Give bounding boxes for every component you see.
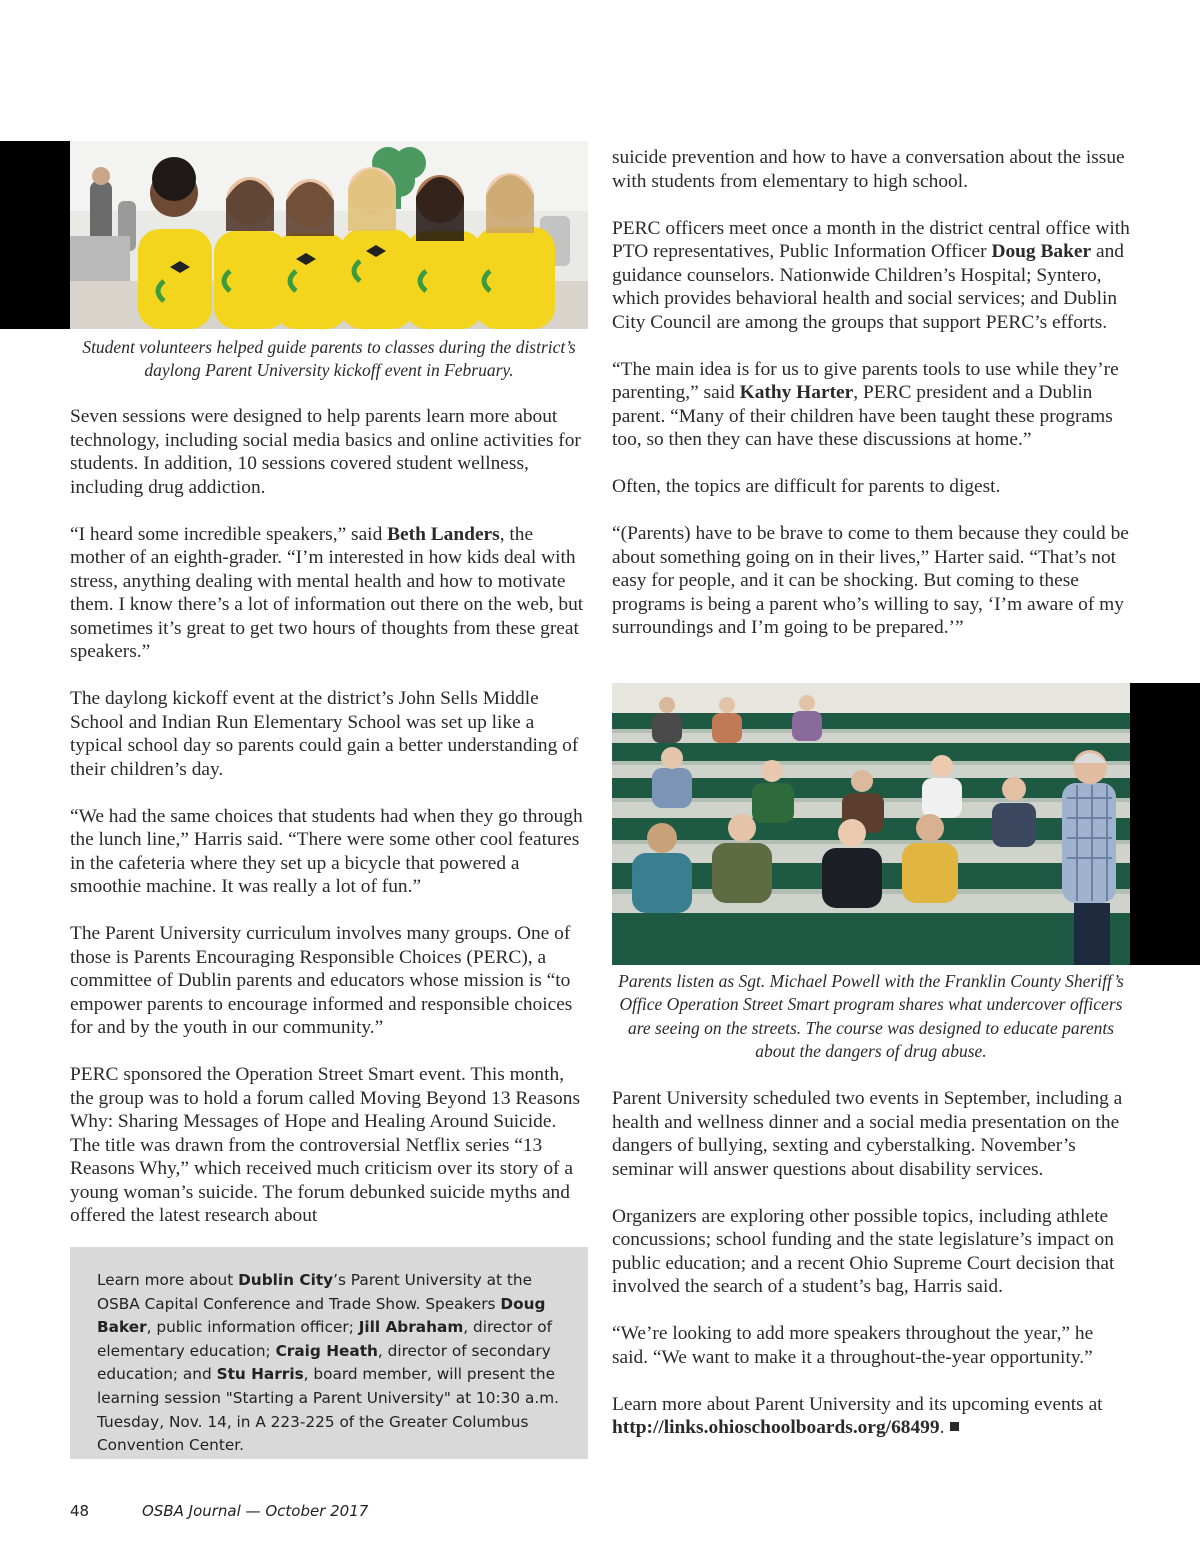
name-kathy-harter: Kathy Harter: [739, 382, 854, 403]
auditorium-photo: [612, 683, 1130, 965]
right-paragraph-3: [612, 358, 1134, 452]
sidebar-text-6: , board member, will present the learning session "Starting a Parent University" at 10:30 a.m. Tuesday, Nov. 14, in A 223-225 of the Greater Columbus Convention Center.: [97, 1365, 559, 1455]
left-paragraph-4: “We had the same choices that students had when they go through the lunch line,” Harris said. “There were some other cool features in the cafeteria where they set up a bicycle that powered a smoothie machine. It was really a lot of fun.”: [70, 805, 583, 897]
right-bottom-paragraph-1: Parent University scheduled two events in September, including a health and wellness dinner and a social media presentation on the dangers of bullying, sexting and cyberstalking. November’s seminar will answer questions about disability services.: [612, 1088, 1123, 1180]
left-p2-text-b: , the mother of an eighth-grader. “I’m interested in how kids deal with stress, anything dealing with mental health and how to motivate them. I know there’s a lot of information out there on the web, but sometimes it’s great to get two hours of thoughts from these great speakers.”: [70, 523, 584, 662]
right-bottom-paragraph-2: Organizers are exploring other possible topics, including athlete concussions; school funding and the state legislature’s impact on public education; and a recent Ohio Supreme Court decision that involved the search of a student’s bag, Harris said.: [612, 1205, 1115, 1297]
left-paragraph-3: The daylong kickoff event at the district’s John Sells Middle School and Indian Run Elementary School was set up like a typical school day so parents could gain a better understanding of their children’s day.: [70, 688, 579, 780]
auditorium-photo-illustration: [612, 683, 1130, 965]
sidebar-text-1: Learn more about: [97, 1271, 239, 1289]
sidebar-bold-jill-abraham: Jill Abraham: [358, 1318, 464, 1337]
sidebar-bold-stu-harris: Stu Harris: [216, 1365, 304, 1384]
left-column: [70, 405, 590, 1251]
right-paragraph-4: Often, the topics are difficult for parents to digest.: [612, 476, 1001, 497]
right-p3-text-a: “The main idea is for us to give parents tools to use while they’re parenting,” said: [612, 358, 1119, 403]
end-of-article-icon: [950, 1422, 959, 1431]
right-paragraph-5: “(Parents) have to be brave to come to them because they could be about something going on in their lives,” Harter said. “That’s not easy for people, and it can be shocking. But coming to these programs is being a parent who’s willing to say, ‘I’m aware of my surroundings and I’m going to be prepared.’”: [612, 523, 1129, 638]
students-photo-caption: Student volunteers helped guide parents to classes during the district’s daylong Parent University kickoff event in February.: [82, 337, 576, 381]
left-paragraph-5: The Parent University curriculum involves many groups. One of those is Parents Encouraging Responsible Choices (PERC), a committee of Dublin parents and educators whose mission is “to empower parents to encourage informed and responsible choices for and by the youth in our community.”: [70, 923, 573, 1038]
sidebar-text-3: , public information officer;: [146, 1318, 359, 1337]
parent-university-link[interactable]: http://links.ohioschoolboards.org/68499: [612, 1417, 940, 1438]
right-p2-text-a: PERC officers meet once a month in the district central office with PTO representatives, Public Information Officer: [612, 217, 1130, 262]
students-photo-illustration: [70, 141, 588, 329]
sidebar-bold-craig-heath: Craig Heath: [275, 1341, 378, 1360]
auditorium-photo-caption: Parents listen as Sgt. Michael Powell with the Franklin County Sheriff’s Office Operation Street Smart program shares what undercover officers are seeing on the streets. The course was designed to educate parents about the dangers of drug abuse.: [618, 971, 1124, 1062]
sidebar-text-2: ’s Parent University at the OSBA Capital Conference and Trade Show. Speakers: [97, 1271, 532, 1313]
right-p3-text-b: , PERC president and a Dublin parent. “Many of their children have been taught these programs too, so then they can have these discussions at home.”: [612, 382, 1113, 450]
right-bottom-p4-text-a: Learn more about Parent University and its upcoming events at: [612, 1393, 1103, 1415]
right-paragraph-1: suicide prevention and how to have a conversation about the issue with students from elementary to high school.: [612, 147, 1125, 192]
right-bottom-p4-text-b: .: [939, 1417, 945, 1438]
right-paragraph-2: [612, 217, 1134, 335]
page-number: 48: [70, 1502, 90, 1520]
left-edge-bar: [0, 141, 70, 329]
speaker-name-beth-landers: Beth Landers: [387, 523, 500, 545]
right-p2-text-b: and guidance counselors. Nationwide Children’s Hospital; Syntero, which provides behavioral health and social services; and Dublin City Council are among the groups that support PERC’s efforts.: [612, 241, 1124, 333]
sidebar-text-5: , director of secondary education; and: [97, 1341, 551, 1384]
sidebar-bold-dublin-city: Dublin City: [238, 1271, 334, 1289]
sidebar-bold-doug-baker: Doug Baker: [97, 1294, 546, 1337]
page-footer: [70, 1502, 369, 1520]
right-column-bottom: [612, 1087, 1134, 1463]
left-paragraph-2: [70, 523, 590, 664]
left-paragraph-6: PERC sponsored the Operation Street Smart event. This month, the group was to hold a forum called Moving Beyond 13 Reasons Why: Sharing Messages of Hope and Healing Around Suicide. The title was drawn from the controversial Netflix series “13 Reasons Why,” which received much criticism over its story of a young woman’s suicide. The forum debunked suicide myths and offered the latest research about: [70, 1064, 580, 1226]
students-photo: [70, 141, 588, 329]
sidebar-text-4: , director of elementary education;: [97, 1318, 552, 1360]
right-column-top: [612, 146, 1134, 663]
journal-issue: OSBA Journal — October 2017: [142, 1502, 369, 1520]
name-doug-baker: Doug Baker: [991, 241, 1092, 262]
right-bottom-paragraph-4: [612, 1393, 1134, 1440]
left-p2-text-a: “I heard some incredible speakers,” said: [70, 523, 388, 545]
right-edge-bar: [1130, 683, 1200, 965]
conference-sidebar: [70, 1247, 588, 1459]
left-paragraph-1: Seven sessions were designed to help parents learn more about technology, including social media basics and online activities for students. In addition, 10 sessions covered student wellness, including drug addiction.: [70, 406, 581, 498]
right-bottom-paragraph-3: “We’re looking to add more speakers throughout the year,” he said. “We want to make it a throughout-the-year opportunity.”: [612, 1323, 1094, 1368]
